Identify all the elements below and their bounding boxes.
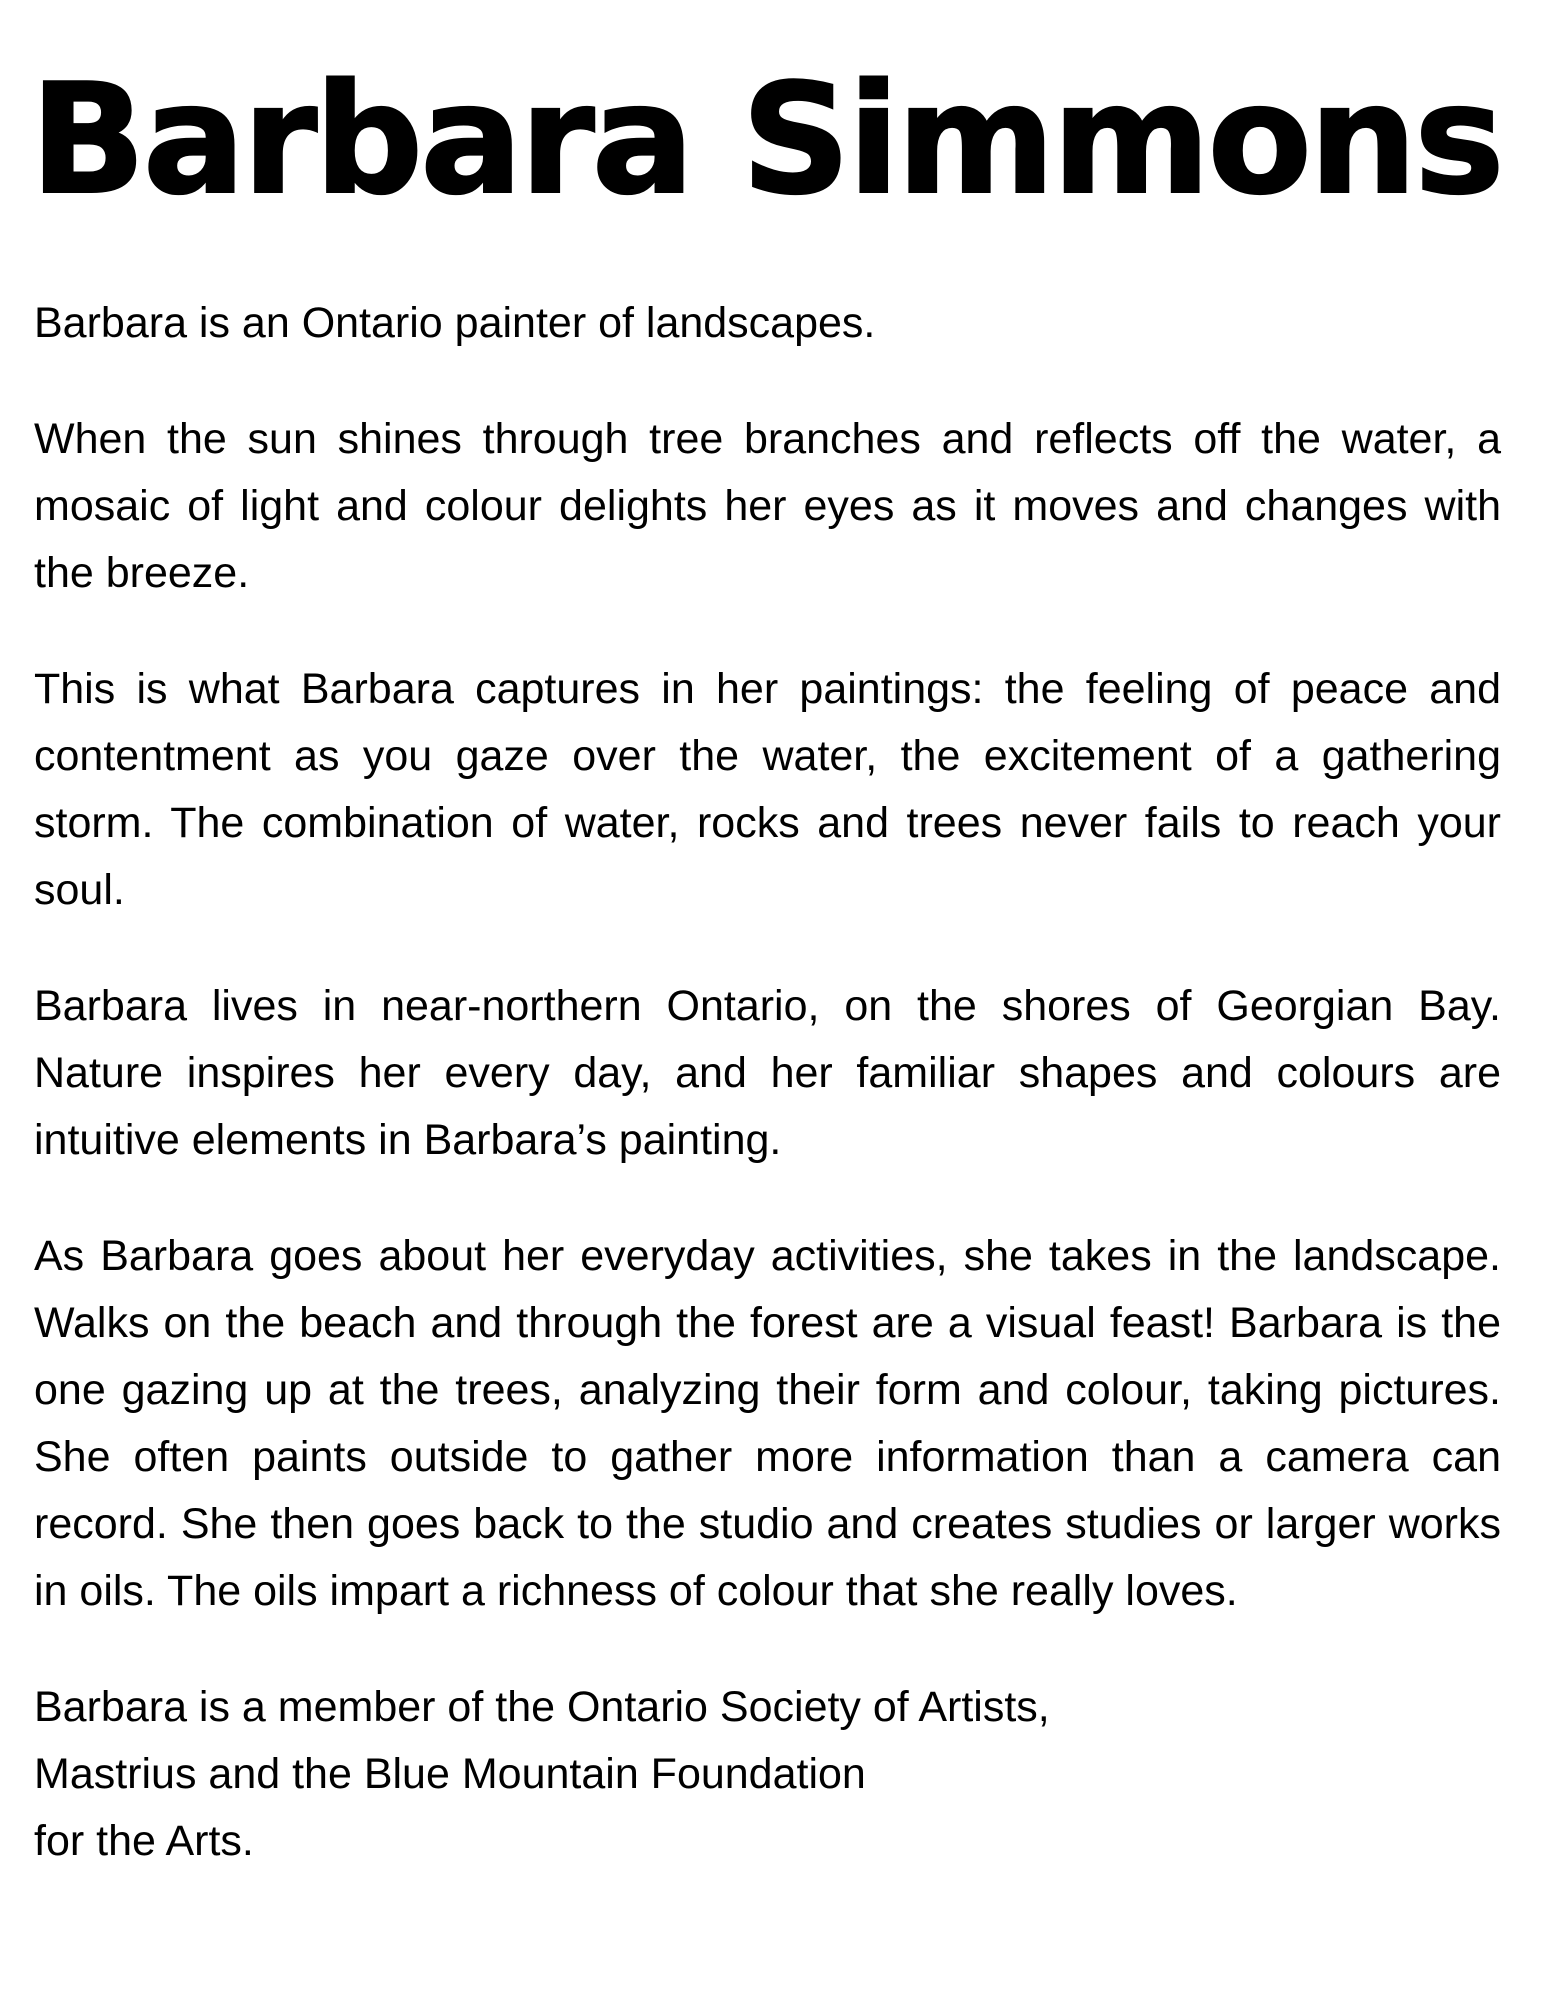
membership-line: Barbara is a member of the Ontario Society of Artists, <box>34 1683 1050 1731</box>
paragraph-membership <box>34 1674 1501 1875</box>
membership-line: Mastrius and the Blue Mountain Foundation <box>34 1750 866 1798</box>
paragraph-process: As Barbara goes about her everyday activities, she takes in the landscape. Walks on the beach and through the forest are a visual feast! Barbara is the one gazing up at the trees, analyzing their form and colour, taking pictures. She often paints outside to gather more information than a camera can record. She then goes back to the studio and creates studies or larger works in oils. The oils impart a richness of colour that she really loves. <box>34 1232 1501 1615</box>
page-title: Barbara Simmons <box>30 51 1502 228</box>
paragraph-paintings: This is what Barbara captures in her paintings: the feeling of peace and contentment as you gaze over the water, the excitement of a gathering storm. The combination of water, rocks and trees never fails to reach your soul. <box>34 665 1501 914</box>
paragraph-sunlight: When the sun shines through tree branches and reflects off the water, a mosaic of light and colour delights her eyes as it moves and changes with the breeze. <box>34 415 1501 597</box>
paragraph-residence: Barbara lives in near-northern Ontario, on the shores of Georgian Bay. Nature inspires her every day, and her familiar shapes and colours are intuitive elements in Barbara’s painting. <box>34 982 1501 1164</box>
biography-body <box>34 290 1501 1924</box>
paragraph-intro: Barbara is an Ontario painter of landscapes. <box>34 299 876 347</box>
membership-line: for the Arts. <box>34 1817 254 1865</box>
